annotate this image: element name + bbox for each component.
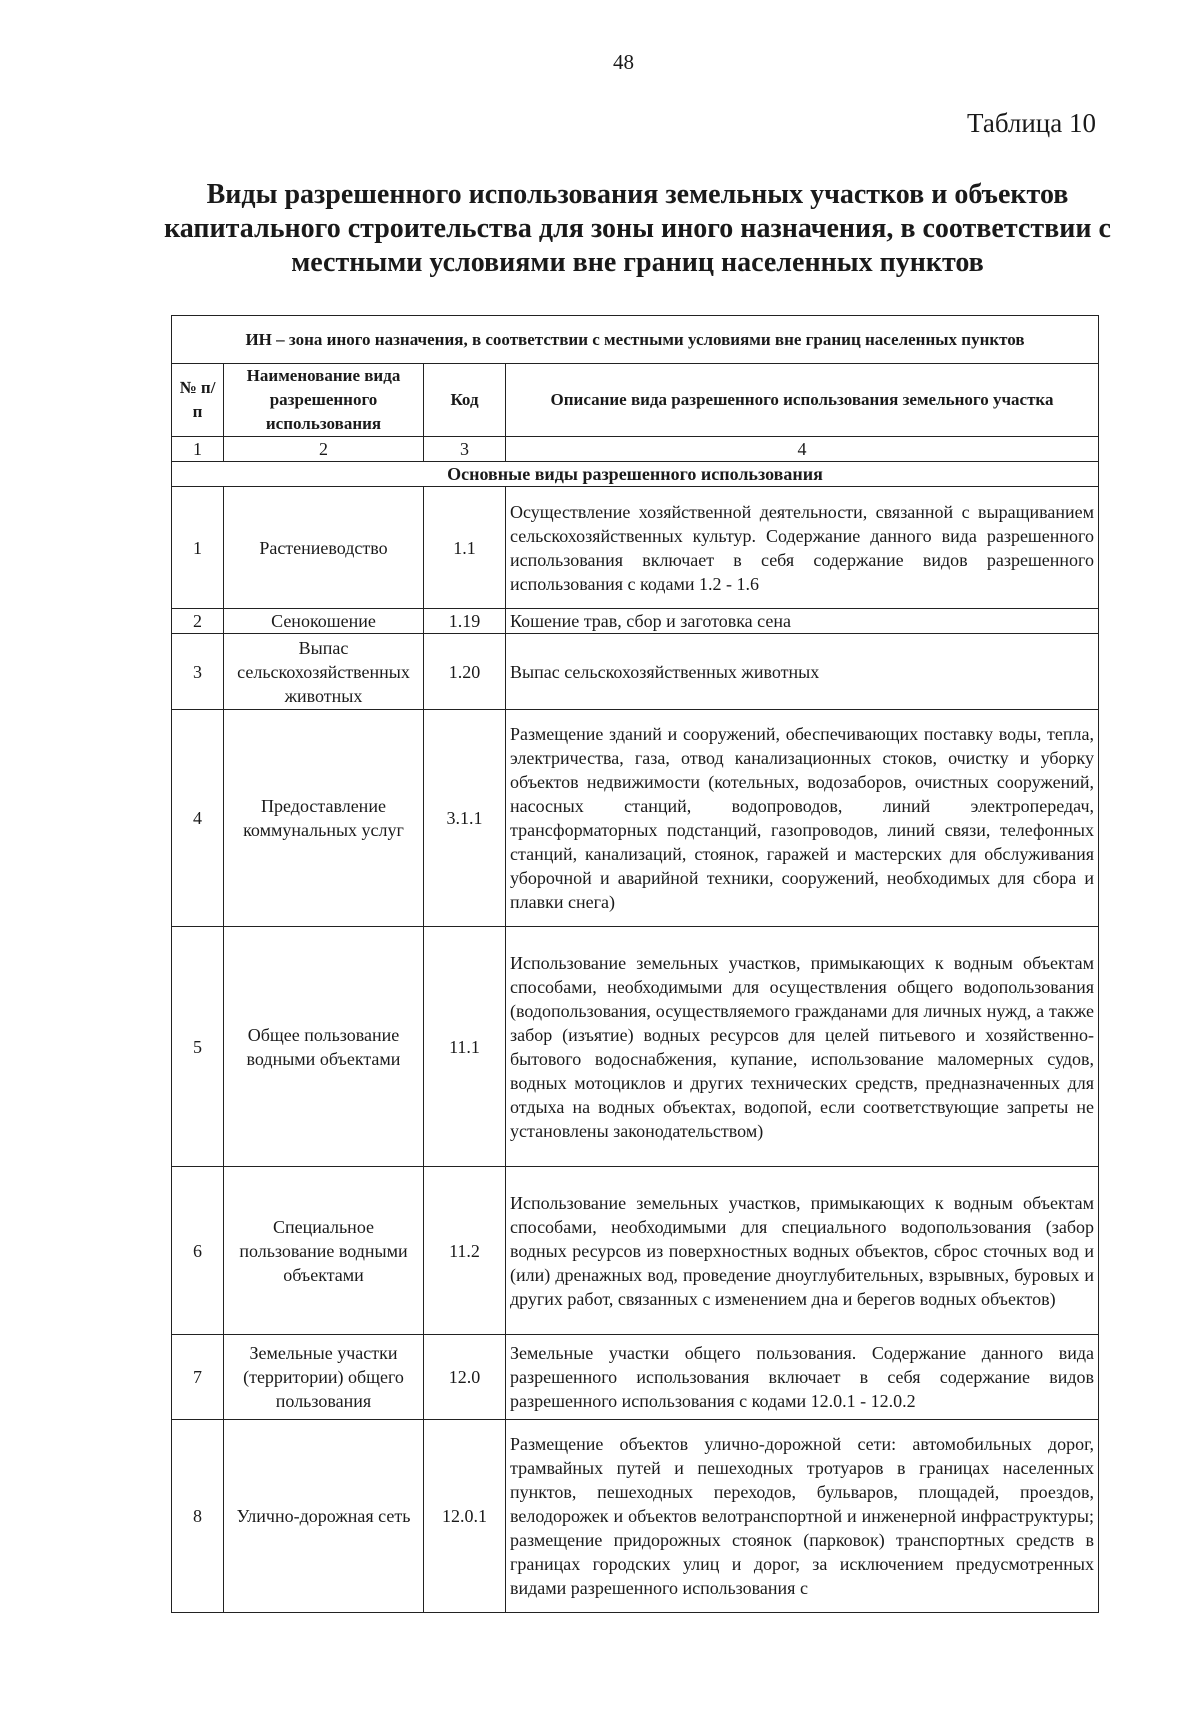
table-row <box>172 487 1099 609</box>
table-row <box>172 1420 1099 1613</box>
column-number-row <box>172 437 1099 462</box>
header-code: Код <box>424 364 506 437</box>
document-title: Виды разрешенного использования земельных участков и объектов капитального строительства для зоны иного назначения, в соответствии с местными условиями вне границ населенных пунктов <box>164 179 1111 278</box>
table-row <box>172 1167 1099 1335</box>
row-code: 11.1 <box>424 927 506 1167</box>
row-description: Выпас сельскохозяйственных животных <box>506 634 1099 710</box>
table-row <box>172 1335 1099 1420</box>
row-number: 1 <box>172 487 224 609</box>
column-header-row <box>172 364 1099 437</box>
row-description: Размещение объектов улично-дорожной сети: автомобильных дорог, трамвайных путей и пешеходных тротуаров в границах населенных пунктов, пешеходных переходов, бульваров, площадей, проездов, велодорожек и объектов велотранспортной и инженерной инфраструктуры; размещение придорожных стоянок (парковок) транспортных средств в границах городских улиц и дорог, за исключением предусмотренных видами разрешенного использования с <box>506 1420 1099 1613</box>
row-number: 3 <box>172 634 224 710</box>
column-number-2: 2 <box>224 437 424 462</box>
row-description: Размещение зданий и сооружений, обеспечивающих поставку воды, тепла, электричества, газа, отвод канализационных стоков, очистку и уборку объектов недвижимости (котельных, водозаборов, очистных сооружений, насосных станций, водопроводов, линий электропередач, трансформаторных подстанций, газопроводов, линий связи, телефонных станций, канализаций, стоянок, гаражей и мастерских для обслуживания уборочной и аварийной техники, сооружений, необходимых для сбора и плавки снега) <box>506 710 1099 927</box>
column-number-4: 4 <box>506 437 1099 462</box>
row-name: Общее пользование водными объектами <box>224 927 424 1167</box>
row-number: 6 <box>172 1167 224 1335</box>
header-name: Наименование вида разрешенного использования <box>224 364 424 437</box>
row-name: Улично-дорожная сеть <box>224 1420 424 1613</box>
row-number: 7 <box>172 1335 224 1420</box>
row-description: Использование земельных участков, примыкающих к водным объектам способами, необходимыми для специального водопользования (забор водных ресурсов из поверхностных водных объектов, сброс сточных вод и (или) дренажных вод, проведение дноуглубительных, взрывных, буровых и других работ, связанных с изменением дна и берегов водных объектов) <box>506 1167 1099 1335</box>
page-number: 48 <box>613 50 634 74</box>
row-code: 11.2 <box>424 1167 506 1335</box>
row-name: Растениеводство <box>224 487 424 609</box>
row-description: Осуществление хозяйственной деятельности, связанной с выращиванием сельскохозяйственных культур. Содержание данного вида разрешенного использования включает в себя содержание видов разрешенного использования с кодами 1.2 - 1.6 <box>506 487 1099 609</box>
zone-header-row <box>172 316 1099 364</box>
row-name: Сенокошение <box>224 609 424 634</box>
row-code: 1.20 <box>424 634 506 710</box>
header-num: № п/п <box>172 364 224 437</box>
row-number: 2 <box>172 609 224 634</box>
row-code: 12.0 <box>424 1335 506 1420</box>
table-row <box>172 609 1099 634</box>
table-label: Таблица 10 <box>967 108 1096 138</box>
row-description: Кошение трав, сбор и заготовка сена <box>506 609 1099 634</box>
section-title: Основные виды разрешенного использования <box>172 462 1099 487</box>
row-number: 5 <box>172 927 224 1167</box>
zone-header: ИН – зона иного назначения, в соответствии с местными условиями вне границ населенных пунктов <box>172 316 1099 364</box>
header-description: Описание вида разрешенного использования земельного участка <box>506 364 1099 437</box>
column-number-3: 3 <box>424 437 506 462</box>
row-code: 1.1 <box>424 487 506 609</box>
row-code: 12.0.1 <box>424 1420 506 1613</box>
table-row <box>172 927 1099 1167</box>
row-description: Использование земельных участков, примыкающих к водным объектам способами, необходимыми для осуществления общего водопользования (водопользования, осуществляемого гражданами для личных нужд, а также забор (изъятие) водных ресурсов для целей питьевого и хозяйственно-бытового водоснабжения, купание, использование маломерных судов, водных мотоциклов и других технических средств, предназначенных для отдыха на водных объектах, водопой, если соответствующие запреты не установлены законодательством) <box>506 927 1099 1167</box>
row-code: 1.19 <box>424 609 506 634</box>
row-name: Земельные участки (территории) общего пользования <box>224 1335 424 1420</box>
section-header-row <box>172 462 1099 487</box>
row-code: 3.1.1 <box>424 710 506 927</box>
row-number: 4 <box>172 710 224 927</box>
table-row <box>172 634 1099 710</box>
row-number: 8 <box>172 1420 224 1613</box>
land-use-table <box>171 315 1099 1613</box>
row-name: Выпас сельскохозяйственных животных <box>224 634 424 710</box>
table-row <box>172 710 1099 927</box>
row-name: Специальное пользование водными объектами <box>224 1167 424 1335</box>
row-name: Предоставление коммунальных услуг <box>224 710 424 927</box>
column-number-1: 1 <box>172 437 224 462</box>
row-description: Земельные участки общего пользования. Содержание данного вида разрешенного использования включает в себя содержание видов разрешенного использования с кодами 12.0.1 - 12.0.2 <box>506 1335 1099 1420</box>
